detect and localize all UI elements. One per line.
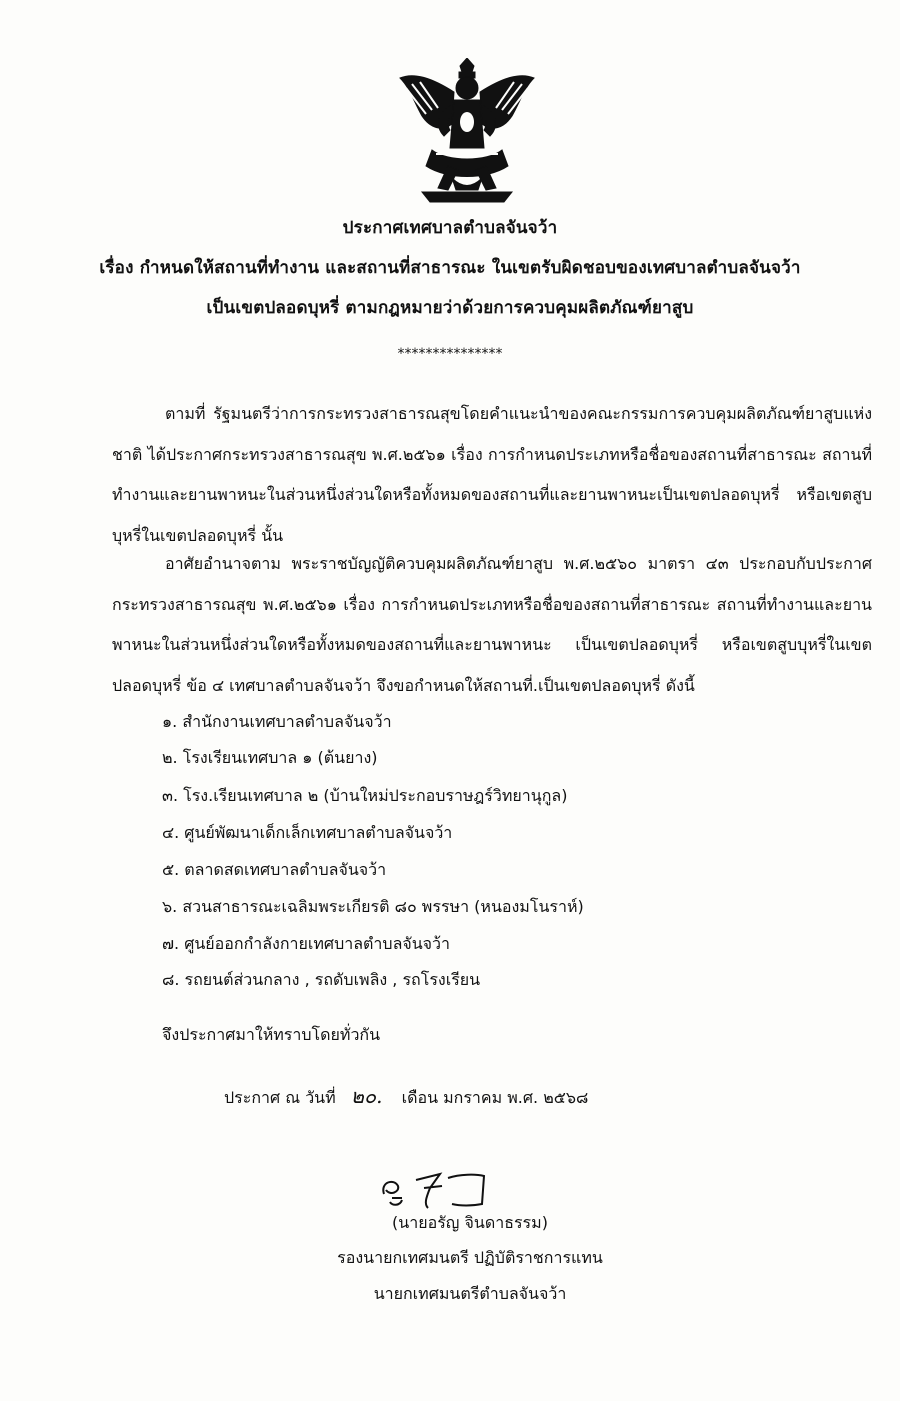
- list-item: ๕. ตลาดสดเทศบาลตำบลจันจว้า: [162, 860, 387, 879]
- list-item: ๑. สำนักงานเทศบาลตำบลจันจว้า: [162, 712, 392, 731]
- list-item: ๗. ศูนย์ออกกำลังกายเทศบาลตำบลจันจว้า: [162, 934, 451, 953]
- list-item: ๓. โรง.เรียนเทศบาล ๒ (บ้านใหม่ประกอบราษฎร์วิทยานุกูล): [162, 786, 568, 805]
- date-suffix: เดือน มกราคม พ.ศ. ๒๕๖๘: [401, 1088, 589, 1107]
- paragraph-1: ตามที่ รัฐมนตรีว่าการกระทรวงสาธารณสุขโดยคำแนะนำของคณะกรรมการควบคุมผลิตภัณฑ์ยาสูบแห่งชาติ ได้ประกาศกระทรวงสาธารณสุข พ.ศ.๒๕๖๑ เรื่อง การกำหนดประเภทหรือชื่อของสถานที่สาธารณะ สถานที่ทำงานและยานพาหนะในส่วนหนึ่งส่วนใดหรือทั้งหมดของสถานที่และยานพาหนะเป็นเขตปลอดบุหรี่ หรือเขตสูบบุหรี่ในเขตปลอดบุหรี่ นั้น: [112, 404, 872, 545]
- paragraph-2: อาศัยอำนาจตาม พระราชบัญญัติควบคุมผลิตภัณฑ์ยาสูบ พ.ศ.๒๕๖๐ มาตรา ๔๓ ประกอบกับประกาศกระทรวงสาธารณสุข พ.ศ.๒๕๖๑ เรื่อง การกำหนดประเภทหรือชื่อของสถานที่สาธารณะ สถานที่ทำงานและยานพาหนะในส่วนหนึ่งส่วนใดหรือทั้งหมดของสถานที่และยานพาหนะ เป็นเขตปลอดบุหรี่ หรือเขตสูบบุหรี่ในเขตปลอดบุหรี่ ข้อ ๔ เทศบาลตำบลจันจว้า จึงขอกำหนดให้สถานที่.เป็นเขตปลอดบุหรี่ ดังนี้: [112, 554, 872, 695]
- list-item: ๒. โรงเรียนเทศบาล ๑ (ต้นยาง): [162, 748, 378, 767]
- document-title: ประกาศเทศบาลตำบลจันจว้า: [342, 218, 558, 238]
- signer-position-line2: นายกเทศมนตรีตำบลจันจว้า: [373, 1284, 567, 1303]
- separator: ***************: [397, 346, 503, 362]
- document-subject-line2: เป็นเขตปลอดบุหรี่ ตามกฎหมายว่าด้วยการควบคุมผลิตภัณฑ์ยาสูบ: [206, 298, 694, 318]
- handwritten-signature: [372, 1168, 502, 1212]
- closing-statement: จึงประกาศมาให้ทราบโดยทั่วกัน: [162, 1025, 381, 1044]
- signer-name: (นายอรัญ จินดาธรรม): [392, 1213, 548, 1232]
- date-line: [224, 1080, 588, 1112]
- list-item: ๖. สวนสาธารณะเฉลิมพระเกียรติ ๘๐ พรรษา (หนองมโนราห์): [162, 897, 584, 916]
- signer-position: รองนายกเทศมนตรี ปฏิบัติราชการแทน: [337, 1248, 603, 1267]
- date-prefix: ประกาศ ณ วันที่: [224, 1088, 336, 1107]
- list-item: ๔. ศูนย์พัฒนาเด็กเล็กเทศบาลตำบลจันจว้า: [162, 823, 453, 842]
- date-day: ๒๐.: [350, 1084, 383, 1108]
- list-item: ๘. รถยนต์ส่วนกลาง , รถดับเพลิง , รถโรงเรียน: [162, 970, 481, 989]
- document-subject: เรื่อง กำหนดให้สถานที่ทำงาน และสถานที่สาธารณะ ในเขตรับผิดชอบของเทศบาลตำบลจันจว้า: [99, 258, 801, 278]
- garuda-emblem-icon: [392, 58, 542, 208]
